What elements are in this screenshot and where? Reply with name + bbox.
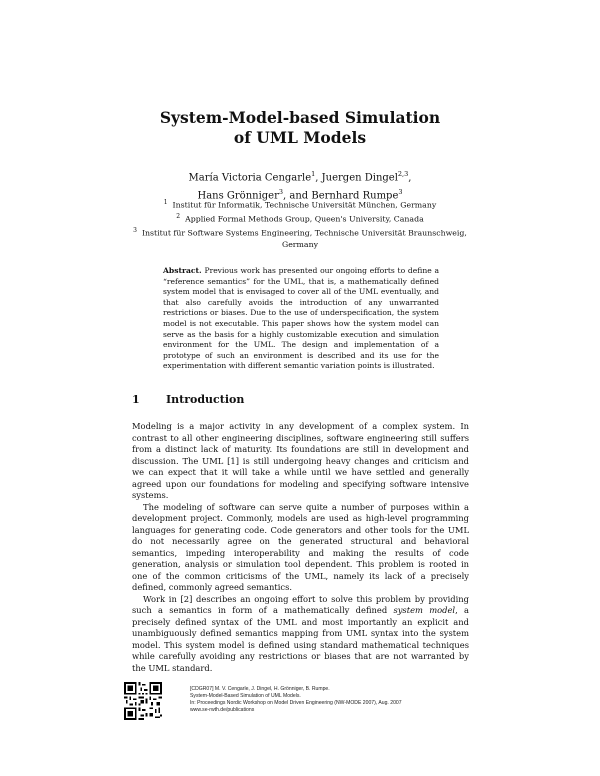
author-name: , and Bernhard Rumpe <box>283 190 399 202</box>
author-name: María Victoria Cengarle <box>188 172 312 184</box>
abstract-text: Previous work has presented our ongoing efforts to define a “reference semantics” for the UML, that is, a mathematically defined system model that is envisaged to cover all of the UML eventually, and that also carefully avoids the introduction of any unwarranted restrictions or biases. Due to the use of underspecification, the system model is not executable. This paper shows how the system model can serve as the basis for a highly customizable execution and simulation environment for the UML. The design and implementation of a prototype of such an environment is described and its use for the experimentation with different semantic variation points is illustrated. <box>163 266 439 371</box>
abstract-label: Abstract. <box>163 266 202 275</box>
paragraph-3-text-cont: , a precisely defined syntax of the UML and most importantly an explicit and unambiguously defined semantics mapping from UML syntax into the system model. This system model is defined using standard mathematical techniques while carefully avoiding any restrictions or biases that are not warranted by the UML standard. <box>132 605 469 673</box>
affiliation-2 <box>120 211 480 225</box>
affiliations <box>120 197 480 251</box>
title-line-2: of UML Models <box>233 128 367 147</box>
author-affil-ref: 1 <box>311 170 316 178</box>
paragraph-1: Modeling is a major activity in any development of a complex system. In contrast to all other engineering disciplines, software engineering still suffers from a distinct lack of maturity. Its foundations are still in development and discussion. The UML [1] is still undergoing heavy changes and criticism and we can expect that it will take a while until we have settled and generally agreed upon our foundations for modeling and specifying software intensive systems. <box>132 421 469 500</box>
affiliation-3-continued: Germany <box>281 240 319 250</box>
paragraph-3-text: Work in [2] describes an ongoing effort to solve this problem by providing such a semantics in form of a mathematically defined <box>132 593 469 615</box>
title-line-1: System-Model-based Simulation <box>159 108 441 127</box>
citation-line-1: [CDGR07] M. V. Cengarle, J. Dingel, H. Grönniger, B. Rumpe. <box>190 686 330 692</box>
section-body <box>132 421 469 674</box>
paragraph-3 <box>132 594 469 675</box>
paragraph-2: The modeling of software can serve quite a number of purposes within a development project. Commonly, models are used as high-level programming languages for generating code. Code generators and other tools for the UML do not necessarily agree on the generated structural and behavioral semantics, impeding interoperability and making the results of code generation, analysis or simulation tool dependent. This problem is rooted in one of the common criticisms of the UML, namely its lack of a precisely defined, commonly agreed semantics. <box>132 501 469 592</box>
affiliation-3 <box>120 225 480 239</box>
section-number: 1 <box>132 393 140 406</box>
emphasis-system-model: system model <box>393 605 456 615</box>
author-line-1 <box>0 167 600 185</box>
affiliation-text: Institut für Software Systems Engineering, Technische Universität Braunschweig, <box>141 228 467 238</box>
affiliation-number: 3 <box>133 227 137 235</box>
affiliation-number: 1 <box>163 199 168 206</box>
author-name: , Juergen Dingel <box>315 172 398 184</box>
author-separator: , <box>408 172 412 184</box>
section-heading <box>132 393 244 407</box>
qr-code-icon <box>124 682 162 720</box>
abstract <box>163 266 439 372</box>
affiliation-text: Institut für Informatik, Technische Universität München, Germany <box>172 200 437 210</box>
affiliation-number: 2 <box>176 213 181 221</box>
paper-title <box>0 108 600 148</box>
author-name: Hans Grönniger <box>197 190 279 202</box>
section-title: Introduction <box>166 393 245 406</box>
affiliation-1 <box>120 197 480 211</box>
author-affil-ref: 2,3 <box>397 170 409 178</box>
affiliation-text: Applied Formal Methods Group, Queen's University, Canada <box>185 214 424 224</box>
citation-footer <box>190 686 480 714</box>
author-affil-ref: 3 <box>398 188 403 197</box>
citation-line-3: In: Proceedings Nordic Workshop on Model Driven Engineering (NW-MODE 2007), Aug. 2007 <box>190 699 402 706</box>
author-affil-ref: 3 <box>278 188 284 197</box>
citation-line-2: System-Model-Based Simulation of UML Models. <box>190 692 301 699</box>
citation-url[interactable]: www.se-rwth.de/publications <box>190 706 255 713</box>
